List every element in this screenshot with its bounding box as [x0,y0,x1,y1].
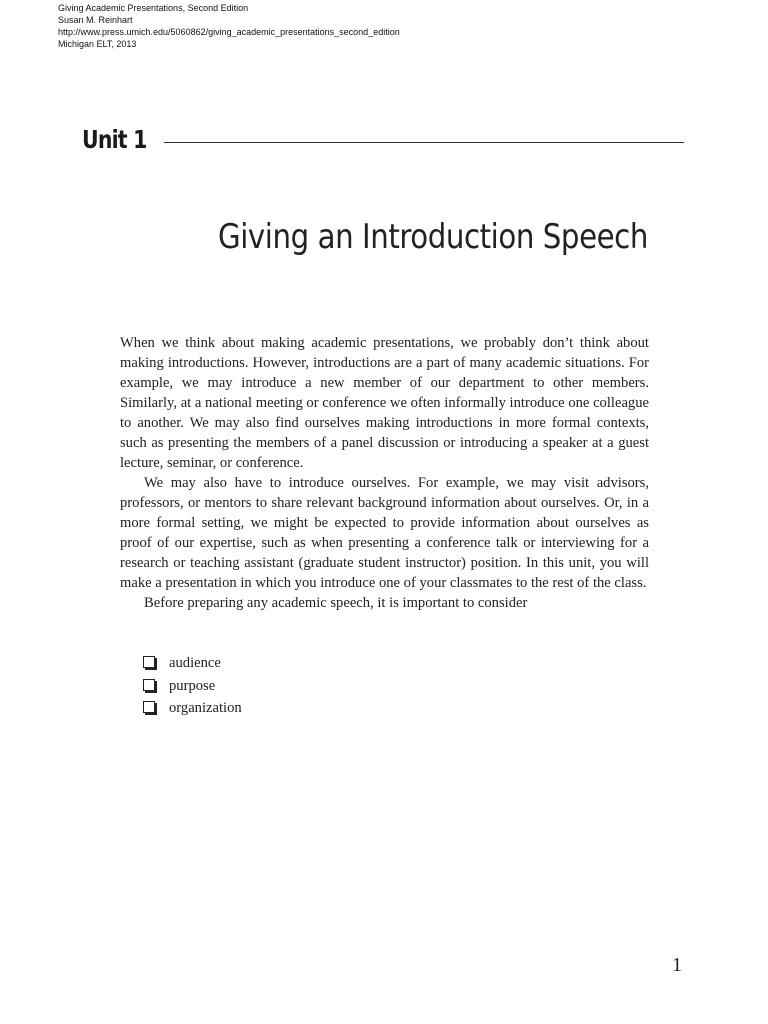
book-title-line: Giving Academic Presentations, Second Edition [58,3,249,13]
list-item [143,697,242,720]
list-item [143,675,242,698]
body-text [120,333,649,613]
page-title: Giving an Introduction Speech [218,217,648,257]
paragraph-1: When we think about making academic presentations, we probably don’t think about making introductions. However, introductions are a part of many academic situations. For example, we may introduce a new member of our department to other members. Similarly, at a national meeting or conference we often informally introduce one colleague to another. We may also find ourselves making introductions in more formal contexts, such as presenting the members of a panel discussion or introducing a speaker at a guest lecture, seminar, or conference. [120,335,649,471]
list-item-label: organization [169,700,242,716]
paragraph-2: We may also have to introduce ourselves. For example, we may visit advisors, professors, or mentors to share relevant background information about ourselves. Or, in a more formal setting, we might be expected to provide information about ourselves as proof of our expertise, such as when presenting a conference talk or interviewing for a research or teaching assistant (graduate student instructor) position. In this unit, you will make a presentation in which you introduce one of your classmates to the rest of the class. [120,475,649,591]
url-line[interactable]: http://www.press.umich.edu/5060862/giving_academic_presentations_second_edition [58,27,400,37]
paragraph-3: Before preparing any academic speech, it is important to consider [144,595,528,611]
unit-divider [164,142,684,143]
list-item-label: audience [169,655,221,671]
list-item [143,652,242,675]
checkbox-icon [143,679,155,691]
consideration-list [143,652,242,720]
checkbox-icon [143,701,155,713]
page-number: 1 [672,954,682,976]
unit-label: Unit 1 [82,125,147,154]
publisher-line: Michigan ELT, 2013 [58,39,137,49]
checkbox-icon [143,656,155,668]
unit-heading [82,122,684,162]
author-line: Susan M. Reinhart [58,15,133,25]
list-item-label: purpose [169,677,216,694]
source-header [58,2,400,50]
